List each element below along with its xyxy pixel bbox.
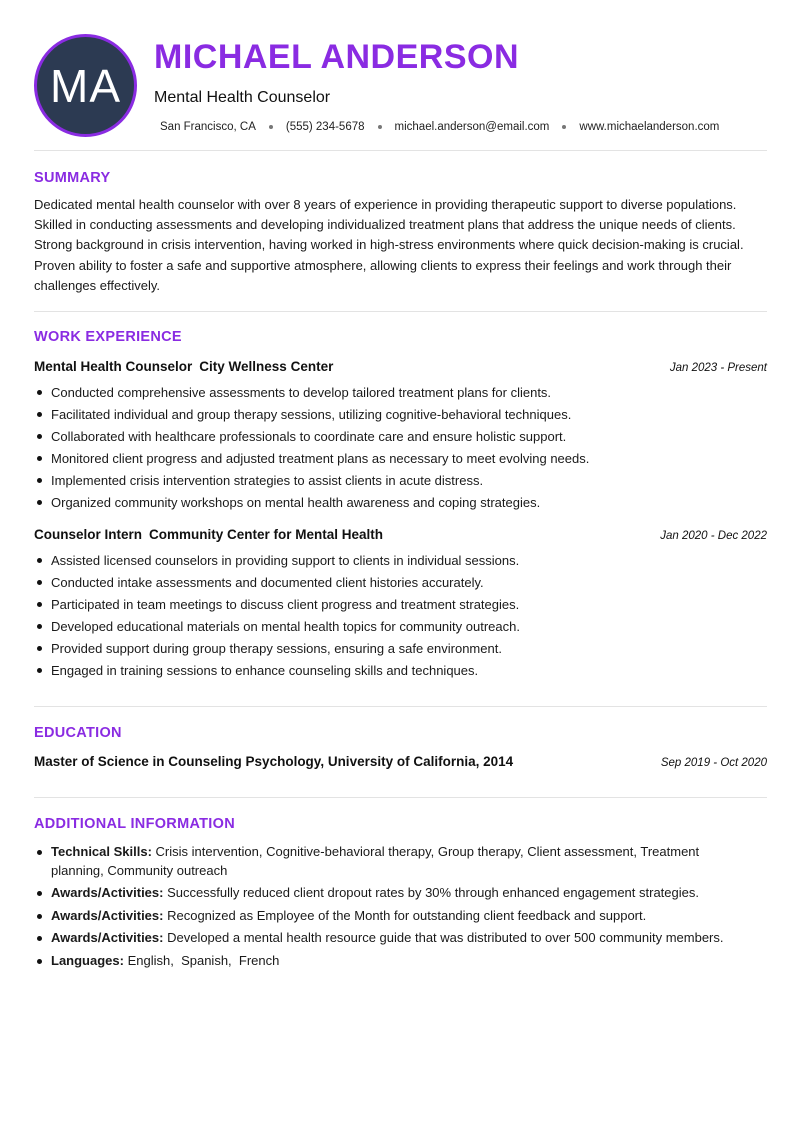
summary-heading: SUMMARY <box>34 170 111 186</box>
list-item: Organized community workshops on mental health awareness and coping strategies. <box>34 495 774 510</box>
additional-list <box>34 843 754 974</box>
list-item: Provided support during group therapy sessions, ensuring a safe environment. <box>34 641 774 656</box>
job-role: Counselor Intern <box>34 527 143 542</box>
item-text: Successfully reduced client dropout rates by 30% through enhanced engagement strategies. <box>167 885 699 900</box>
item-text: Developed a mental health resource guide that was distributed to over 500 community members. <box>167 930 724 945</box>
section-divider <box>34 150 767 151</box>
section-divider <box>34 706 767 707</box>
job-dates: Jan 2020 - Dec 2022 <box>660 530 767 542</box>
item-text: Recognized as Employee of the Month for outstanding client feedback and support. <box>167 907 647 923</box>
separator-dot <box>562 125 566 129</box>
education-heading: EDUCATION <box>34 725 122 741</box>
list-item: Conducted intake assessments and documented client histories accurately. <box>34 575 774 590</box>
separator-dot <box>378 125 382 129</box>
job-bullets <box>34 553 774 685</box>
summary-text: Dedicated mental health counselor with over 8 years of experience in providing therapeutic support to diverse populations. Skilled in conducting assessments and developing individualized treatment plans that address the unique needs of clients. Strong background in crisis intervention, having worked in high-stress environments where quick decision-making is crucial. Proven ability to foster a safe and supportive atmosphere, allowing clients to express their feelings and work through their challenges effectively. <box>34 197 744 293</box>
item-label: Awards/Activities: <box>51 907 164 923</box>
list-item <box>34 843 754 880</box>
item-text: Crisis intervention, Cognitive-behavioral therapy, Group therapy, Client assessment, Treatment planning, Community outreach <box>51 844 700 878</box>
list-item: Facilitated individual and group therapy sessions, utilizing cognitive-behavioral techniques. <box>34 407 774 422</box>
experience-heading: WORK EXPERIENCE <box>34 329 182 345</box>
list-item: Engaged in training sessions to enhance counseling skills and techniques. <box>34 663 774 678</box>
list-item: Implemented crisis intervention strategies to assist clients in acute distress. <box>34 473 774 488</box>
list-item: Conducted comprehensive assessments to develop tailored treatment plans for clients. <box>34 385 774 400</box>
job-company: Community Center for Mental Health <box>149 527 384 542</box>
job-title-line <box>34 359 333 374</box>
job-company: City Wellness Center <box>199 359 334 374</box>
item-label: Awards/Activities: <box>51 930 164 945</box>
job-dates: Jan 2023 - Present <box>669 362 767 374</box>
job-bullets <box>34 385 774 517</box>
candidate-name: MICHAEL ANDERSON <box>154 38 520 76</box>
list-item: Participated in team meetings to discuss client progress and treatment strategies. <box>34 597 774 612</box>
education-entry <box>34 754 767 769</box>
list-item <box>34 884 754 903</box>
avatar-initials: MA <box>50 59 121 112</box>
contact-website[interactable]: www.michaelanderson.com <box>579 121 720 133</box>
list-item: Developed educational materials on mental health topics for community outreach. <box>34 619 774 634</box>
item-text: English, Spanish, French <box>127 952 280 968</box>
list-item <box>34 907 754 926</box>
avatar <box>34 34 137 137</box>
job-header <box>34 527 767 542</box>
job-title-line <box>34 527 383 542</box>
contact-email[interactable]: michael.anderson@email.com <box>394 121 550 133</box>
list-item: Collaborated with healthcare professionals to coordinate care and ensure holistic support. <box>34 429 774 444</box>
list-item: Monitored client progress and adjusted treatment plans as necessary to meet evolving needs. <box>34 451 774 466</box>
section-divider <box>34 311 767 312</box>
job-role: Mental Health Counselor <box>34 359 193 374</box>
education-degree: Master of Science in Counseling Psychology, University of California, 2014 <box>34 754 514 769</box>
contact-bar <box>160 121 719 133</box>
job-header <box>34 359 767 374</box>
item-label: Languages: <box>51 952 124 968</box>
additional-heading: ADDITIONAL INFORMATION <box>34 816 235 832</box>
candidate-title: Mental Health Counselor <box>154 89 331 106</box>
separator-dot <box>269 125 273 129</box>
item-label: Awards/Activities: <box>51 885 164 900</box>
section-divider <box>34 797 767 798</box>
contact-phone: (555) 234-5678 <box>285 121 365 133</box>
list-item <box>34 929 754 948</box>
list-item <box>34 952 754 971</box>
list-item: Assisted licensed counselors in providing support to clients in individual sessions. <box>34 553 774 568</box>
education-dates: Sep 2019 - Oct 2020 <box>660 757 767 769</box>
item-label: Technical Skills: <box>51 844 152 859</box>
contact-location: San Francisco, CA <box>160 121 256 133</box>
